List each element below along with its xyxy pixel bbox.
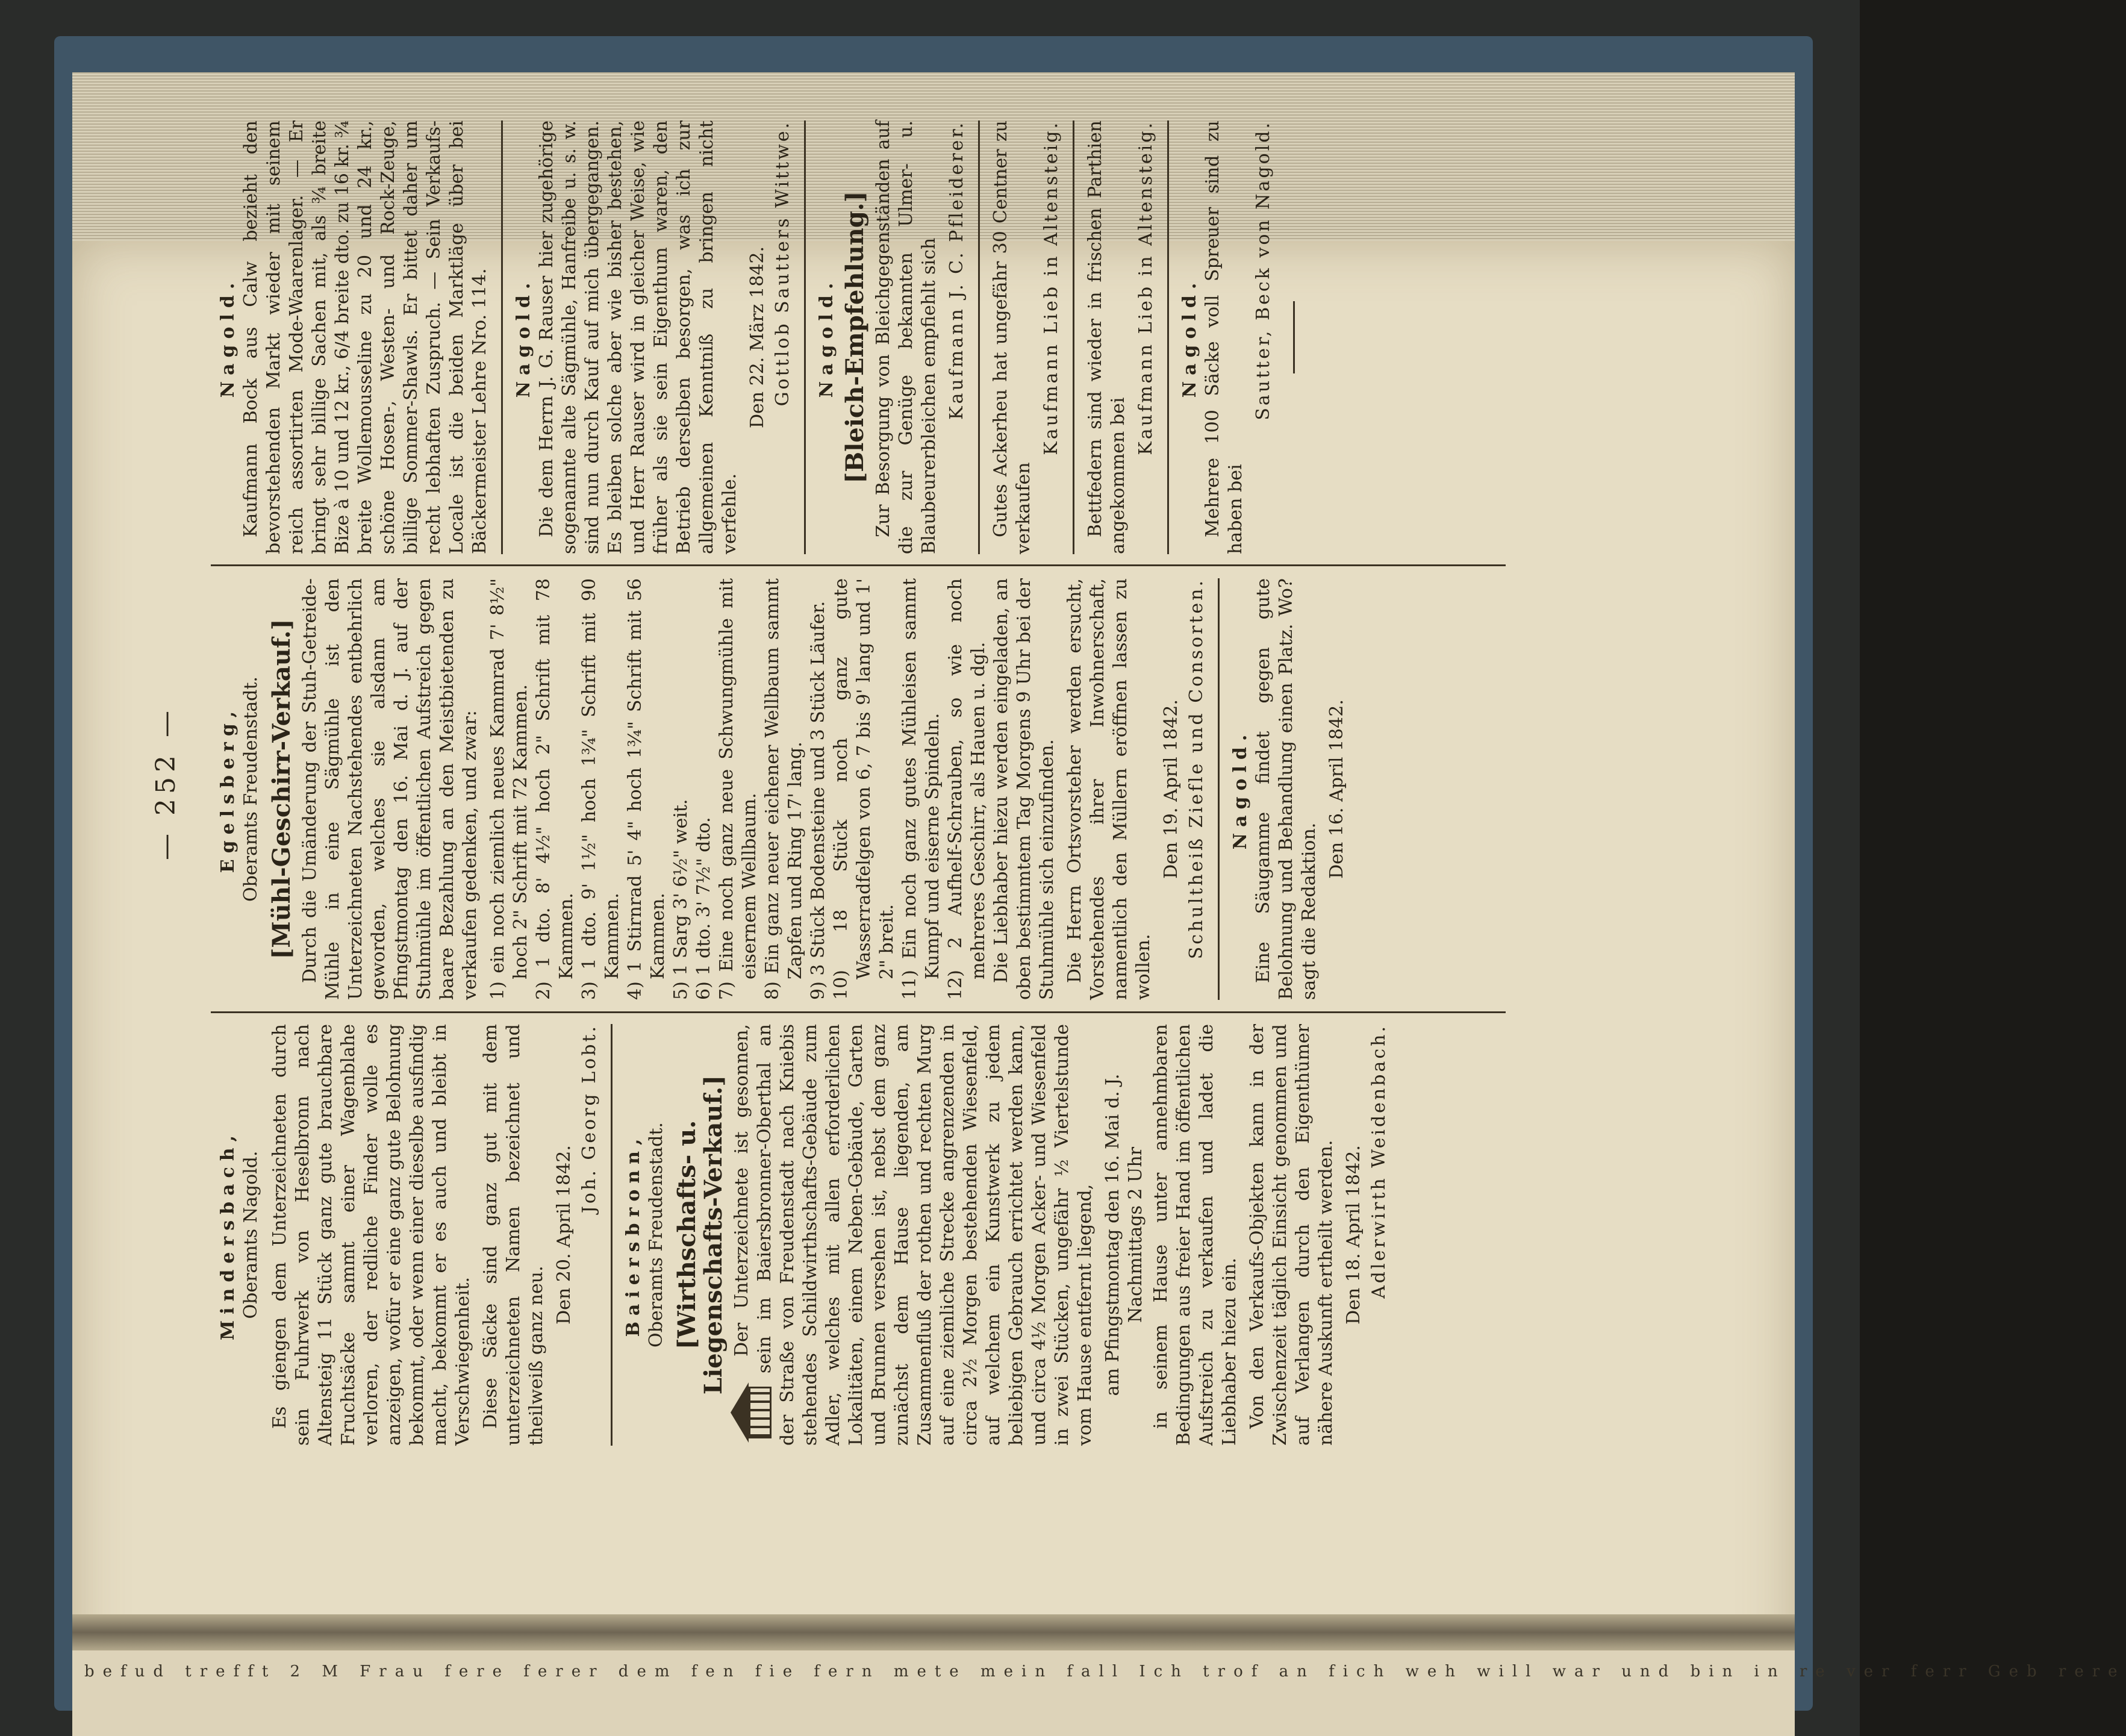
page-number: — 252 — (151, 706, 181, 860)
list-item: 9) 3 Stück Bodensteine und 3 Stück Läufer. (808, 601, 829, 1000)
inn-house-icon (731, 1379, 773, 1446)
ad-location: Nagold. (1179, 276, 1200, 398)
ad-body: am Pfingstmontag den 16. Mai d. J. Nachmittags 2 Uhr (1102, 1073, 1146, 1396)
ad-location: Nagold. (816, 276, 837, 398)
ad-signature: Kaufmann J. C. Pfleiderer. (946, 120, 967, 420)
ad-headline: [Mühl-Geschirr-Verkauf.] (267, 619, 296, 960)
ad-location: Baiersbronn, (623, 1132, 644, 1337)
ad-signature: Gottlob Sautters Wittwe. (772, 120, 793, 407)
ad-date: Den 22. März 1842. (747, 246, 768, 429)
next-page-fragments: befud trefft 2 M Frau fere ferer dem fen fie fern mete mein fall Ich trof an fich weh will war und bin in re ver ferr Geb rere (84, 1663, 2126, 1681)
column-middle (211, 578, 1524, 1000)
ad-headline: [Wirthschafts- u. Liegenschafts-Verkauf.] (673, 1075, 728, 1395)
ad-separator (804, 120, 806, 554)
list-item: 4) 1 Stirnrad 5' 4" hoch 1¾" Schrift mit 56 Kammen. (625, 578, 669, 1000)
ad-separator (1073, 120, 1074, 554)
ad-date: Den 16. April 1842. (1326, 699, 1347, 879)
ad-body: Die Liebhaber hiezu werden eingeladen, an oben bestimmtem Tag Morgens 9 Uhr bei der Stuhmühle sich einzufinden. (991, 578, 1058, 1000)
list-item: 10) 18 Stück noch ganz gute Wasserradfelgen von 6, 7 bis 9' lang und 1' 2" breit. (831, 578, 897, 1000)
list-item: 1) ein noch ziemlich neues Kammrad 7' 8½" hoch 2" Schrift mit 72 Kammen. (487, 578, 531, 1000)
ad-separator (1218, 578, 1220, 1000)
ad-separator (501, 120, 503, 554)
list-item: 3) 1 dto. 9' 1½" hoch 1¾" Schrift mit 90 Kammen. (579, 578, 623, 1000)
ad-body: Mehrere 100 Säcke voll Spreuer sind zu haben bei (1202, 120, 1246, 554)
ad-date: Den 20. April 1842. (553, 1145, 575, 1325)
ad-separator (978, 120, 980, 554)
ad-body: Die dem Herrn J. G. Rauser hier zugehörige sogenannte alte Sägmühle, Hanfreibe u. s. w. sind nun durch Kauf auf mich übergegangen. Es bleiben solche aber wie bisher bestehen, und Herr Rauser wird in gleicher Weise, wie früher als sie sein Eigenthum waren, den Betrieb derselben besorgen, was ich zur allgemeinen Kenntniß zu bringen nicht verfehle. (536, 120, 740, 554)
ad-body: Der Unterzeichnete ist gesonnen, sein im Baiersbronner-Oberthal an der Straße von Freudenstadt nach Kniebis stehendes Schildwirthschafts-Gebäude zum Adler, welches mit allen erforderlichen Lokalitäten, einem Neben-Gebäude, Garten und Brunnen versehen ist, nebst dem ganz zunächst dem Hause liegenden, am Zusammenfluß der rothen und rechten Murg auf eine ziemliche Strecke angrenzenden in circa 2½ Morgen bestehenden Wiesenfeld, auf welchem ein Kunstwerk zu jedem beliebigen Gebrauch errichtet werden kann, und circa 4½ Morgen Acker- und Wiesenfeld in zwei Stücken, ungefähr ½ Viertelstunde vom Hause entfernt liegend, (731, 1024, 1096, 1446)
ad-district: Oberamts Nagold. (240, 1151, 261, 1319)
ad-district: Oberamts Freudenstadt. (646, 1122, 667, 1347)
rotated-sheet (151, 120, 1536, 1446)
list-item: 7) Eine noch ganz neue Schwungmühle mit eisernem Wellbaum. (716, 578, 760, 1000)
column-divider (211, 1011, 1506, 1013)
ad-district: Oberamts Freudenstadt. (240, 676, 261, 902)
ad-body: Es giengen dem Unterzeichneten durch sein Fuhrwerk von Heselbronn nach Altensteig 11 Stück ganz gute brauchbare Fruchtsäcke sammt einer Wagenblahe verloren, der redliche Finder wolle es anzeigen, wofür er eine ganz gute Belohnung bekommt, oder wenn einer dieselbe ausfindig macht, bekommt er es auch und bleibt in Verschwiegenheit. (269, 1024, 473, 1446)
ad-body: Eine Säugamme findet gegen gute Belohnung und Behandlung einen Platz. Wo? sagt die Redaktion. (1253, 578, 1320, 1000)
ad-body: Gutes Ackerheu hat ungefähr 30 Centner zu verkaufen (990, 120, 1034, 554)
ad-body: Kaufmann Bock aus Calw bezieht den bevorstehenden Markt wieder mit seinem reich assortirten Mode-Waarenlager. — Er bringt sehr billige Sachen mit, als ¾ breite Bize à 10 und 12 kr., 6/4 breite dto. zu 16 kr. ¾ breite Wollemousseline zu 20 und 24 kr., schöne Hosen-, Westen- und Rock-Zeuge, billige Sommer-Shawls. Er bittet daher um recht lebhaften Zuspruch. — Sein Verkaufs-Locale ist die beiden Marktläge über bei Bäckermeister Lehre Nro. 114. (240, 120, 490, 554)
ad-date: Den 19. April 1842. (1161, 699, 1182, 879)
list-item: 12) 2 Aufhelf-Schrauben, so wie noch mehreres Geschirr, als Hauen u. dgl. (945, 578, 989, 1000)
column-divider (211, 564, 1506, 566)
list-item: 8) Ein ganz neuer eichener Wellbaum sammt Zapfen und Ring 17' lang. (762, 578, 806, 1000)
ad-body: Zur Besorgung von Bleichgegenständen auf die zur Genüge bekannten Ulmer- u. Blaubeurerbleichen empfiehlt sich (873, 120, 940, 554)
ad-signature: Joh. Georg Lobt. (579, 1024, 600, 1214)
ad-date: Den 18. April 1842. (1343, 1145, 1364, 1325)
list-item: 11) Ein noch ganz gutes Mühleisen sammt Kumpf und eiserne Spindeln. (899, 578, 943, 1000)
list-item: 6) 1 dto. 3' 7½" dto. (693, 817, 714, 1000)
ad-location: Nagold. (1230, 728, 1251, 850)
book-gutter (72, 1614, 1795, 1650)
column-left (211, 1024, 1524, 1446)
end-rule (1293, 301, 1295, 373)
list-item: 2) 1 dto. 8' 4½" hoch 2" Schrift mit 78 Kammen. (533, 578, 577, 1000)
ad-signature: Sautter, Beck von Nagold. (1253, 120, 1274, 420)
ad-body: in seinem Hause unter annehmbaren Bedingungen aus freier Hand im öffentlichen Aufstreich zu verkaufen und ladet die Liebhaber hiezu ein. (1150, 1024, 1240, 1446)
ad-body: Bettfedern sind wieder in frischen Parthien angekommen bei (1085, 120, 1129, 554)
ad-signature: Kaufmann Lieb in Altensteig. (1135, 120, 1156, 455)
column-right (211, 120, 1524, 554)
ad-signature: Schultheiß Ziefle und Consorten. (1186, 578, 1207, 960)
ad-location: Nagold. (513, 276, 534, 398)
ad-separator (1167, 120, 1169, 554)
ad-body: Die Herrn Ortsvorsteher werden ersucht, Vorstehendes ihrer Inwohnerschaft, namentlich den Müllern eröffnen lassen zu wollen. (1064, 578, 1154, 1000)
ad-body: Von den Verkaufs-Objekten kann in der Zwischenzeit täglich Einsicht genommen und auf Verlangen durch den Eigenthümer nähere Auskunft ertheilt werden. (1247, 1024, 1336, 1446)
ad-body: Durch die Umänderung der Stuh-Getreide-Mühle in eine Sägmühle ist den Unterzeichneten Nachstehendes entbehrlich geworden, welches sie alsdann am Pfingstmontag den 16. Mai d. J. auf der Stuhmühle im öffentlichen Aufstreich gegen baare Bezahlung an den Meistbietenden zu verkaufen gedenken, und zwar: (299, 578, 481, 1000)
ad-body: Diese Säcke sind ganz gut mit dem unterzeichneten Namen bezeichnet und theilweiß ganz neu. (480, 1024, 547, 1446)
ad-signature: Kaufmann Lieb in Altensteig. (1041, 120, 1062, 455)
ad-headline: [Bleich-Empfehlung.] (841, 191, 869, 484)
ad-location: Nagold. (217, 276, 238, 398)
ad-location: Mindersbach, (217, 1129, 238, 1341)
ad-separator (611, 1024, 613, 1446)
ad-location: Egelsberg, (217, 705, 238, 873)
list-item: 5) 1 Sarg 3' 6½" weit. (670, 799, 691, 1000)
ad-signature: Adlerwirth Weidenbach. (1368, 1024, 1389, 1299)
